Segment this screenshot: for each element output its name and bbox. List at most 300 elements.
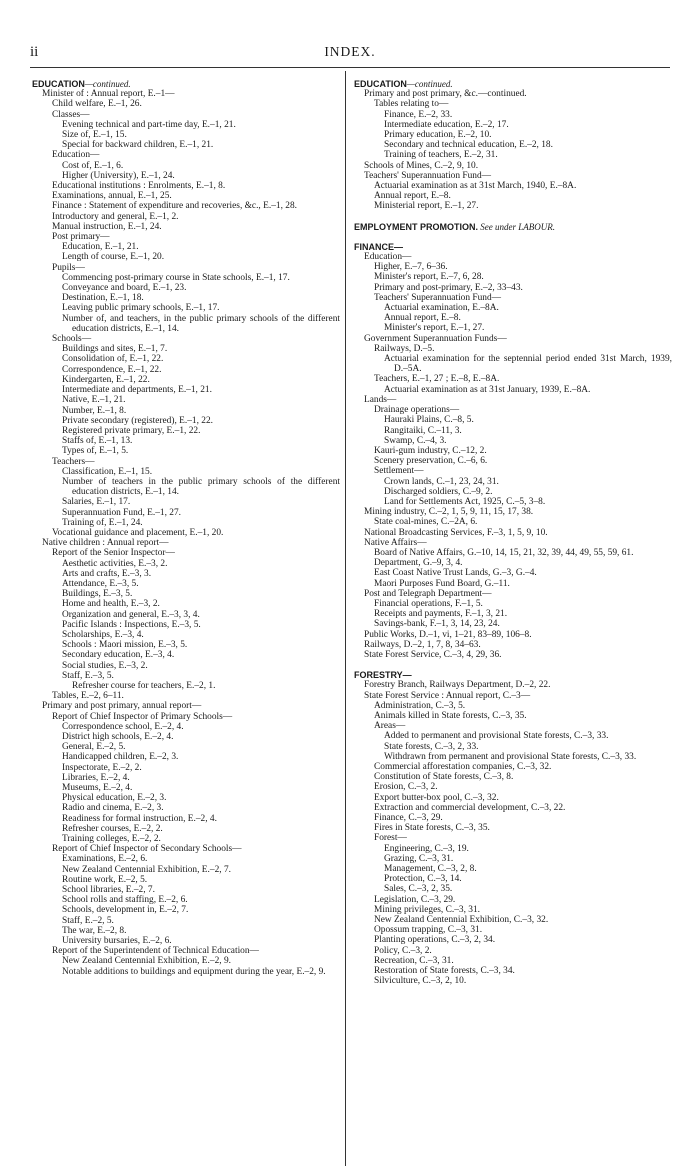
index-entry-text: Crown lands, C.–1, 23, 24, 31. [384, 476, 499, 487]
index-entry-suffix: —continued. [84, 79, 131, 89]
index-entry [32, 712, 340, 722]
index-entry [32, 763, 340, 773]
index-entry-text: Actuarial examination as at 31st March, 1940, E.–8A. [374, 181, 577, 192]
index-entry-text: Finance, E.–2, 33. [384, 109, 453, 120]
index-entry [32, 936, 340, 946]
index-entry [32, 457, 340, 467]
index-entry [354, 721, 672, 731]
index-entry-text: Private secondary (registered), E.–1, 22. [62, 415, 213, 426]
index-entry-text: Staff, E.–2, 5. [62, 915, 114, 926]
index-heading [354, 79, 672, 89]
index-entry [354, 772, 672, 782]
index-entry-text: Tables relating to— [374, 99, 449, 110]
index-entry-text: Readiness for formal instruction, E.–2, 4. [62, 813, 217, 824]
index-entry-text: Annual report, E.–8. [384, 313, 461, 324]
index-entry [32, 752, 340, 762]
index-entry-text: The war, E.–2, 8. [62, 925, 127, 936]
index-entry [32, 99, 340, 109]
index-entry-text: Conveyance and board, E.–1, 23. [62, 283, 187, 294]
index-entry [32, 834, 340, 844]
index-entry [354, 895, 672, 905]
index-entry-text: Commercial afforestation companies, C.–3, 32. [374, 762, 552, 772]
index-entry [354, 405, 672, 415]
index-entry [32, 436, 340, 446]
index-entry [354, 966, 672, 976]
index-entry [354, 823, 672, 833]
index-entry-suffix: —continued. [406, 79, 453, 89]
index-entry [32, 201, 340, 211]
index-entry [32, 110, 340, 120]
index-entry-text: Sales, C.–3, 2, 35. [384, 884, 453, 895]
index-entry [354, 538, 672, 548]
index-column-right [354, 79, 672, 986]
index-entry-text: Educational institutions : Enrolments, E.–1, 8. [52, 181, 226, 192]
index-entry-text: Kindergarten, E.–1, 22. [62, 374, 150, 385]
index-entry-text: Arts and crafts, E.–3, 3. [62, 568, 152, 579]
index-entry-text: Leaving public primary schools, E.–1, 17. [62, 303, 220, 314]
index-entry [354, 915, 672, 925]
index-entry-text: Native Affairs— [364, 537, 427, 548]
index-entry [354, 803, 672, 813]
index-entry-text: Refresher courses, E.–2, 2. [62, 823, 163, 834]
index-entry [32, 303, 340, 313]
index-entry [354, 150, 672, 160]
index-entry [32, 508, 340, 518]
index-entry-text: Finance : Statement of expenditure and recoveries, &c., E.–1, 28. [52, 201, 297, 212]
index-entry-text: Report of Chief Inspector of Primary Schools— [52, 711, 233, 722]
index-entry-text: Home and health, E.–3, 2. [62, 599, 160, 610]
index-entry [354, 528, 672, 538]
index-entry [32, 140, 340, 150]
index-entry [354, 456, 672, 466]
index-entry [32, 232, 340, 242]
index-entry [32, 283, 340, 293]
index-entry [354, 283, 672, 293]
index-entry-text: Actuarial examination, E.–8A. [384, 303, 499, 314]
index-entry [354, 323, 672, 333]
index-entry-text: Minister's report, E.–7, 6, 28. [374, 272, 484, 283]
index-entry-text: Teachers' Superannuation Fund— [364, 170, 492, 181]
index-entry [354, 262, 672, 272]
index-entry-text: Correspondence, E.–1, 22. [62, 364, 162, 375]
index-entry [32, 548, 340, 558]
index-entry-text: Teachers— [52, 456, 95, 467]
index-entry [32, 803, 340, 813]
index-entry-text: Public Works, D.–1, vi, 1–21, 83–89, 106–8. [364, 629, 532, 640]
index-entry-text: Buildings, E.–3, 5. [62, 589, 133, 600]
index-entry-text: Introductory and general, E.–1, 2. [52, 211, 179, 222]
index-entry [32, 905, 340, 915]
index-entry-text: New Zealand Centennial Exhibition, C.–3, 32. [374, 915, 549, 926]
index-entry [32, 497, 340, 507]
index-entry-text: Report of the Superintendent of Technical Education— [52, 946, 259, 957]
index-entry [354, 762, 672, 772]
index-entry-text: Land for Settlements Act, 1925, C.–5, 3–8. [384, 496, 546, 507]
index-entry [32, 477, 340, 497]
index-entry-text: Number of teachers in the public primary schools of the different education districts, E.–1, 14. [62, 476, 340, 498]
index-entry-text: Types of, E.–1, 5. [62, 446, 129, 457]
index-entry [32, 793, 340, 803]
index-entry-text: Forestry Branch, Railways Department, D.–2, 22. [364, 680, 551, 691]
index-entry-text: Correspondence school, E.–2, 4. [62, 721, 184, 732]
index-entry-text: Maori Purposes Fund Board, G.–11. [374, 578, 510, 589]
index-entry-text: Staffs of, E.–1, 13. [62, 436, 133, 447]
index-entry-text: Schools of Mines, C.–2, 9, 10. [364, 160, 479, 171]
index-entry [354, 140, 672, 150]
page-title: INDEX. [324, 44, 376, 59]
index-entry [354, 782, 672, 792]
index-entry-text: Grazing, C.–3, 31. [384, 853, 454, 864]
index-entry-text: Tables, E.–2, 6–11. [52, 691, 124, 702]
index-entry-text: General, E.–2, 5. [62, 742, 126, 753]
index-entry-text: Primary education, E.–2, 10. [384, 130, 492, 141]
index-entry-text: Actuarial examination for the septennial period ended 31st March, 1939, D.–5A. [384, 354, 672, 375]
index-entry-text: Primary and post-primary, E.–2, 33–43. [374, 282, 523, 293]
index-entry-text: Evening technical and part-time day, E.–1, 21. [62, 119, 236, 130]
index-entry [354, 252, 672, 262]
index-entry-text: Planting operations, C.–3, 2, 34. [374, 935, 496, 946]
index-entry-text: New Zealand Centennial Exhibition, E.–2, 9. [62, 956, 231, 967]
index-entry-text: Receipts and payments, F.–1, 3, 21. [374, 609, 508, 620]
index-entry-text: FINANCE— [354, 241, 403, 252]
index-entry [354, 110, 672, 120]
index-entry [354, 130, 672, 140]
index-entry-text: Native children : Annual report— [42, 538, 169, 549]
index-entry [354, 385, 672, 395]
index-entry-text: Withdrawn from permanent and provisional State forests, C.–3, 33. [384, 751, 637, 762]
index-entry-text: Examinations, annual, E.–1, 25. [52, 191, 172, 202]
index-entry [354, 120, 672, 130]
index-entry [32, 946, 340, 956]
index-entry [354, 640, 672, 650]
index-heading [354, 222, 672, 232]
index-entry-text: Administration, C.–3, 5. [374, 700, 466, 711]
index-entry-text: Secondary education, E.–3, 4. [62, 650, 175, 661]
index-entry-text: Training of teachers, E.–2, 31. [384, 150, 498, 161]
index-entry-text: Financial operations, F.–1, 5. [374, 598, 483, 609]
index-entry [32, 528, 340, 538]
index-entry-text: Swamp, C.–4, 3. [384, 435, 447, 446]
index-entry-text: Lands— [364, 394, 397, 405]
index-entry [354, 313, 672, 323]
index-entry [354, 497, 672, 507]
index-entry-text: Inspectorate, E.–2, 2. [62, 762, 142, 773]
index-entry [32, 630, 340, 640]
index-entry-text: Intermediate education, E.–2, 17. [384, 119, 509, 130]
index-entry-text: Post and Telegraph Department— [364, 588, 492, 599]
index-entry-text: Ministerial report, E.–1, 27. [374, 201, 479, 212]
index-entry [32, 242, 340, 252]
index-entry [354, 956, 672, 966]
index-entry-text: Schools : Maori mission, E.–3, 5. [62, 640, 188, 651]
index-entry [354, 415, 672, 425]
index-entry-text: Primary and post primary, annual report— [42, 701, 202, 712]
index-entry-text: Mining industry, C.–2, 1, 5, 9, 11, 15, 17, 38. [364, 507, 534, 518]
index-entry [354, 99, 672, 109]
index-entry [354, 517, 672, 527]
index-entry-text: Cost of, E.–1, 6. [62, 160, 124, 171]
index-entry [354, 558, 672, 568]
index-entry [32, 671, 340, 681]
index-entry [32, 191, 340, 201]
index-entry [32, 446, 340, 456]
index-entry-text: East Coast Native Trust Lands, G.–3, G.–4. [374, 568, 537, 579]
index-entry [32, 344, 340, 354]
index-entry [354, 711, 672, 721]
index-entry-text: Special for backward children, E.–1, 21. [62, 140, 214, 151]
index-entry [354, 374, 672, 384]
index-entry-text: Scholarships, E.–3, 4. [62, 629, 144, 640]
index-entry [32, 722, 340, 732]
index-entry-text: Training colleges, E.–2, 2. [62, 834, 161, 845]
index-entry-text: Notable additions to buildings and equipment during the year, E.–2, 9. [62, 966, 326, 977]
index-entry [354, 181, 672, 191]
index-entry-text: Social studies, E.–3, 2. [62, 660, 148, 671]
index-entry-text: New Zealand Centennial Exhibition, E.–2, 7. [62, 864, 231, 875]
index-entry [32, 426, 340, 436]
index-column-left [32, 79, 340, 977]
index-entry [354, 466, 672, 476]
index-entry-text: Number, E.–1, 8. [62, 405, 127, 416]
index-entry-text: Aesthetic activities, E.–3, 2. [62, 558, 168, 569]
index-entry-text: Railways, D.–2, 1, 7, 8, 34–63. [364, 639, 481, 650]
index-entry-text: Engineering, C.–3, 19. [384, 843, 469, 854]
index-entry [354, 731, 672, 741]
index-entry [354, 599, 672, 609]
index-entry-text: Fires in State forests, C.–3, 35. [374, 823, 490, 834]
index-entry-text: School rolls and staffing, E.–2, 6. [62, 895, 188, 906]
index-entry [354, 446, 672, 456]
index-entry-text: Report of Chief Inspector of Secondary Schools— [52, 844, 242, 855]
index-entry-text: Higher, E.–7, 6–36. [374, 262, 448, 273]
index-entry-text: Legislation, C.–3, 29. [374, 894, 456, 905]
index-entry-text: Salaries, E.–1, 17. [62, 497, 131, 508]
index-entry [32, 365, 340, 375]
index-entry [354, 619, 672, 629]
index-entry [354, 976, 672, 986]
index-entry-text: Mining privileges, C.–3, 31. [374, 904, 480, 915]
index-entry-text: Export butter-box pool, C.–3, 32. [374, 792, 499, 803]
index-entry-text: Libraries, E.–2, 4. [62, 772, 130, 783]
index-entry [354, 680, 672, 690]
index-entry-text: University bursaries, E.–2, 6. [62, 936, 172, 947]
index-entry-text: State Forest Service, C.–3, 4, 29, 36. [364, 649, 502, 660]
index-entry-text: Management, C.–3, 2, 8. [384, 864, 477, 875]
index-entry [32, 181, 340, 191]
index-entry-text: EMPLOYMENT PROMOTION. [354, 221, 479, 232]
index-entry-text: Recreation, C.–3, 31. [374, 955, 454, 966]
index-entry-text: Pupils— [52, 262, 85, 273]
index-entry-text: Routine work, E.–2, 5. [62, 874, 148, 885]
index-entry [32, 120, 340, 130]
index-entry [354, 171, 672, 181]
index-entry [32, 161, 340, 171]
index-entry-text: Forest— [374, 833, 407, 844]
index-entry [354, 854, 672, 864]
index-entry [32, 395, 340, 405]
index-entry-text: Post primary— [52, 232, 110, 243]
index-entry [354, 650, 672, 660]
index-entry [32, 956, 340, 966]
index-entry [32, 824, 340, 834]
index-entry-text: EDUCATION [32, 79, 85, 89]
index-entry [354, 579, 672, 589]
index-entry-text: Opossum trapping, C.–3, 31. [374, 925, 483, 936]
index-entry [354, 487, 672, 497]
index-entry-text: Child welfare, E.–1, 26. [52, 99, 142, 110]
index-entry-text: Schools— [52, 334, 92, 345]
index-entry [354, 161, 672, 171]
index-entry-text: National Broadcasting Services, F.–3, 1, 5, 9, 10. [364, 527, 548, 538]
index-entry [32, 844, 340, 854]
index-entry-text: Intermediate and departments, E.–1, 21. [62, 385, 212, 396]
index-entry [32, 406, 340, 416]
index-entry-text: Animals killed in State forests, C.–3, 35. [374, 710, 527, 721]
index-entry [32, 916, 340, 926]
index-entry-text: Report of the Senior Inspector— [52, 548, 175, 559]
index-entry [32, 222, 340, 232]
index-entry [32, 385, 340, 395]
index-entry-text: Manual instruction, E.–1, 24. [52, 221, 162, 232]
index-entry [354, 742, 672, 752]
index-entry [354, 477, 672, 487]
index-entry [354, 905, 672, 915]
index-entry [32, 773, 340, 783]
index-entry-text: Organization and general, E.–3, 3, 4. [62, 609, 200, 620]
index-entry [32, 640, 340, 650]
index-entry-text: District high schools, E.–2, 4. [62, 732, 174, 742]
index-entry-text: EDUCATION [354, 79, 407, 89]
index-entry [32, 150, 340, 160]
index-entry [354, 303, 672, 313]
index-entry-text: Minister's report, E.–1, 27. [384, 323, 485, 334]
index-entry-text: Schools, development in, E.–2, 7. [62, 905, 189, 916]
index-entry [354, 946, 672, 956]
index-entry-text: Commencing post-primary course in State schools, E.–1, 17. [62, 272, 290, 283]
header-rule [30, 67, 670, 68]
index-entry-text: Physical education, E.–2, 3. [62, 793, 167, 804]
index-entry-text: Teachers, E.–1, 27 ; E.–8, E.–8A. [374, 374, 500, 385]
index-entry-text: Native, E.–1, 21. [62, 395, 126, 406]
index-entry-text: Length of course, E.–1, 20. [62, 252, 165, 263]
index-entry-text: State forests, C.–3, 2, 33. [384, 741, 479, 752]
index-entry [32, 650, 340, 660]
index-entry [354, 89, 672, 99]
index-entry-text: Attendance, E.–3, 5. [62, 578, 139, 589]
index-entry [32, 263, 340, 273]
index-entry [354, 507, 672, 517]
index-entry [32, 579, 340, 589]
index-entry-text: Kauri-gum industry, C.–12, 2. [374, 445, 487, 456]
index-entry [354, 272, 672, 282]
index-entry [32, 375, 340, 385]
index-entry [354, 874, 672, 884]
index-entry-text: Radio and cinema, E.–2, 3. [62, 803, 164, 814]
index-entry-text: Policy, C.–3, 2. [374, 945, 432, 956]
index-entry [354, 935, 672, 945]
index-heading [354, 242, 672, 252]
index-entry [32, 354, 340, 364]
index-entry [32, 569, 340, 579]
index-entry [32, 620, 340, 630]
index-entry [32, 130, 340, 140]
index-entry-text: Silviculture, C.–3, 2, 10. [374, 976, 467, 987]
index-entry [354, 864, 672, 874]
index-entry [354, 426, 672, 436]
index-entry [32, 854, 340, 864]
index-entry-text: Size of, E.–1, 15. [62, 130, 127, 141]
index-entry-text: Annual report, E.–8. [374, 191, 451, 202]
index-entry [354, 844, 672, 854]
index-entry-text: Superannuation Fund, E.–1, 27. [62, 507, 182, 518]
index-entry-text: Classification, E.–1, 15. [62, 466, 153, 477]
index-entry-text: Teachers' Superannuation Fund— [374, 292, 502, 303]
index-entry [32, 334, 340, 344]
index-entry [32, 293, 340, 303]
index-entry [354, 813, 672, 823]
index-entry [32, 814, 340, 824]
index-entry [32, 885, 340, 895]
index-entry-text: Training of, E.–1, 24. [62, 517, 143, 528]
index-entry-text: Handicapped children, E.–2, 3. [62, 752, 179, 763]
index-entry [32, 895, 340, 905]
index-entry-text: Minister of : Annual report, E.–1— [42, 89, 175, 100]
column-divider [345, 71, 346, 1166]
index-entry-text: Extraction and commercial development, C.–3, 22. [374, 802, 566, 813]
index-entry [32, 661, 340, 671]
index-entry [354, 293, 672, 303]
index-entry-text: State coal-mines, C.–2A, 6. [374, 517, 478, 528]
index-entry-text: Rangitaiki, C.–11, 3. [384, 425, 462, 436]
index-entry [32, 691, 340, 701]
index-entry-text: Restoration of State forests, C.–3, 34. [374, 966, 515, 977]
index-entry [354, 752, 672, 762]
index-entry-suffix: See under LABOUR. [478, 221, 555, 232]
index-entry-text: Primary and post primary, &c.—continued. [364, 89, 527, 100]
index-entry-text: Savings-bank, F.–1, 3, 14, 23, 24. [374, 619, 500, 630]
index-entry-text: Actuarial examination as at 31st January, 1939, E.–8A. [384, 384, 591, 395]
index-entry [354, 691, 672, 701]
index-entry-text: Higher (University), E.–1, 24. [62, 170, 175, 181]
index-entry [354, 884, 672, 894]
index-heading [354, 670, 672, 680]
index-entry [32, 171, 340, 181]
index-entry-text: Consolidation of, E.–1, 22. [62, 354, 164, 365]
index-entry [354, 201, 672, 211]
index-entry-text: Education— [52, 150, 100, 161]
index-entry-text: Areas— [374, 721, 406, 732]
index-entry-text: Education— [364, 252, 412, 263]
index-entry [32, 273, 340, 283]
index-entry-text: Erosion, C.–3, 2. [374, 782, 438, 793]
index-entry [32, 610, 340, 620]
index-entry-text: Protection, C.–3, 14. [384, 874, 462, 885]
index-entry [32, 416, 340, 426]
index-entry-text: Railways, D.–5. [374, 343, 435, 354]
index-entry [32, 701, 340, 711]
index-entry [354, 609, 672, 619]
index-entry-text: Government Superannuation Funds— [364, 333, 507, 344]
index-entry-text: FORESTRY— [354, 670, 412, 681]
index-entry-text: Refresher course for teachers, E.–2, 1. [72, 680, 216, 691]
index-entry-text: Examinations, E.–2, 6. [62, 854, 148, 865]
index-entry-text: Secondary and technical education, E.–2, 18. [384, 140, 553, 151]
index-entry-text: Registered private primary, E.–1, 22. [62, 425, 201, 436]
index-entry [32, 742, 340, 752]
index-entry-text: Staff, E.–3, 5. [62, 670, 114, 681]
index-entry-text: Drainage operations— [374, 405, 460, 416]
index-entry-text: Finance, C.–3, 29. [374, 813, 443, 824]
